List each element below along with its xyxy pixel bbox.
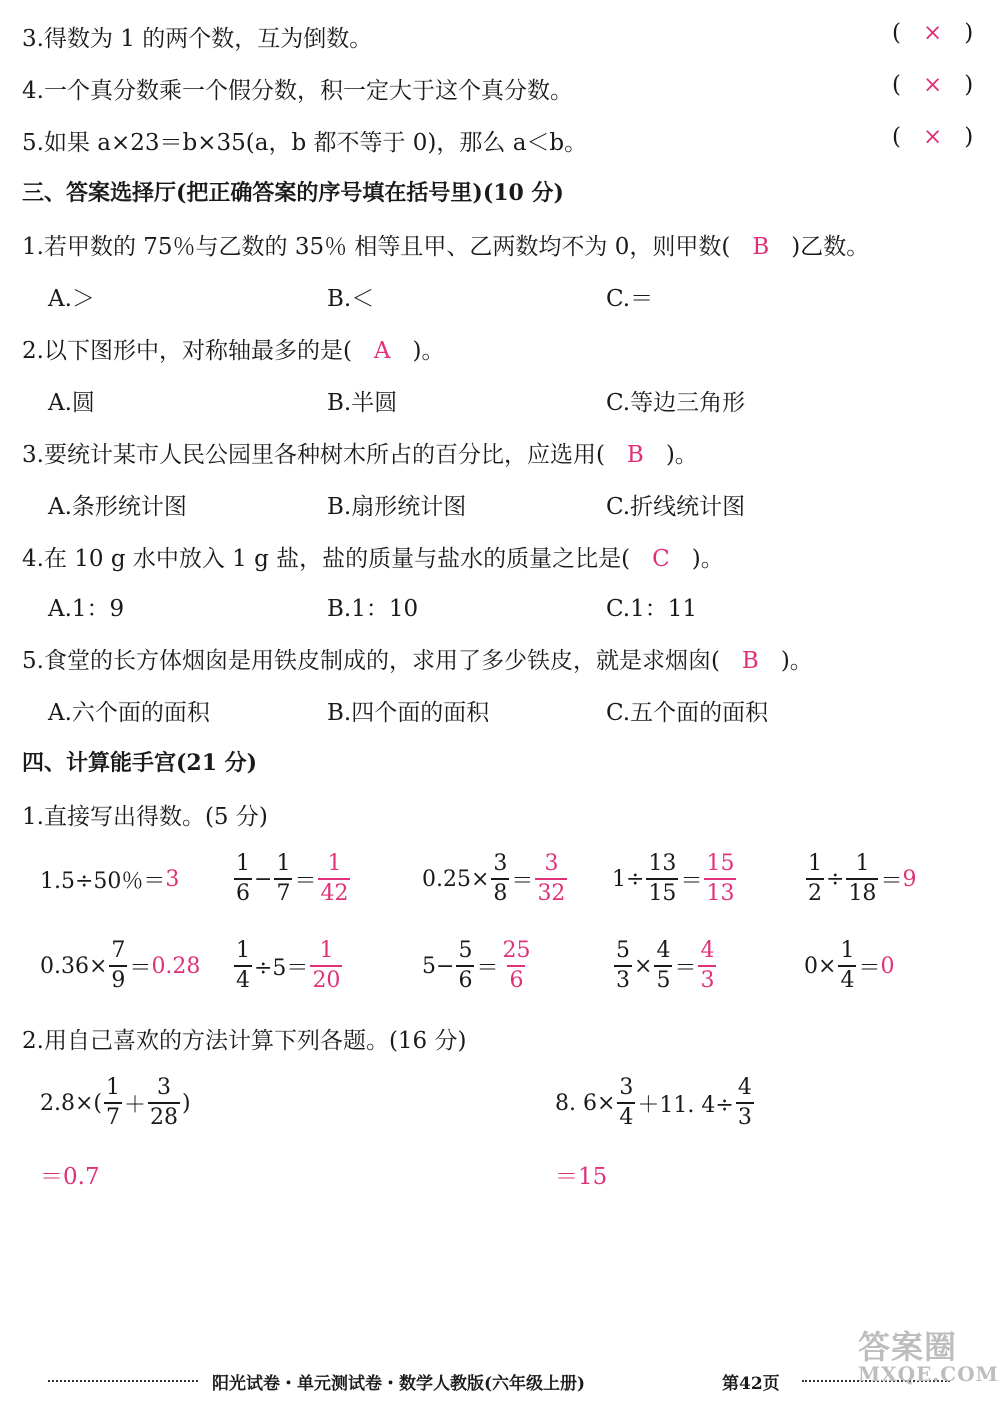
page-number: 第42页	[722, 1374, 780, 1394]
option-a: A.1：9	[48, 596, 125, 622]
watermark-logo: 答案圈	[858, 1328, 958, 1366]
option-a: A.圆	[48, 390, 95, 416]
calc-q2-title: 2.用自己喜欢的方法计算下列各题。(16 分)	[22, 1028, 467, 1054]
section-3-heading: 三、答案选择厅(把正确答案的序号填在括号里)(10 分)	[22, 180, 564, 206]
calc-answer: 9	[902, 866, 917, 892]
answer-cross-mark: ×	[922, 20, 943, 46]
calc-item: 5− $\frac{5}{6}$ ＝ $\frac{25}{6}$	[422, 938, 531, 993]
judge-item-4: 4.一个真分数乘一个假分数，积一定大于这个真分数。	[22, 78, 573, 104]
calc-answer: $\frac{3}{32}$	[537, 851, 566, 906]
option-b: B.扇形统计图	[327, 494, 467, 520]
choice-answer: B	[752, 234, 770, 260]
judge-answer-4: ( × )	[892, 72, 974, 98]
answer-cross-mark: ×	[922, 72, 943, 98]
option-c: C.等边三角形	[606, 390, 746, 416]
answer-cross-mark: ×	[922, 124, 943, 150]
calc-answer: $\frac{4}{3}$	[700, 938, 715, 993]
judge-answer-3: ( × )	[892, 20, 974, 46]
calc-item: $\frac{1}{4}$ ÷5＝ $\frac{1}{20}$	[236, 938, 341, 993]
calc-item: $\frac{1}{6}$ − $\frac{1}{7}$ ＝ $\frac{1}{42}$	[236, 851, 349, 906]
watermark-url: MXQE.COM	[858, 1362, 999, 1386]
calc-answer: $\frac{25}{6}$	[502, 938, 531, 993]
section-4-heading: 四、计算能手宫(21 分)	[22, 750, 258, 776]
judge-item-3: 3.得数为 1 的两个数，互为倒数。	[22, 26, 373, 52]
calc-item: 1÷ $\frac{13}{15}$ ＝ $\frac{15}{13}$	[612, 851, 735, 906]
choice-question-1: 1.若甲数的 75％与乙数的 35％ 相等且甲、乙两数均不为 0，则甲数( B )乙数。	[22, 234, 870, 260]
choice-question-4: 4.在 10 g 水中放入 1 g 盐，盐的质量与盐水的质量之比是( C )。	[22, 546, 724, 572]
footer-dotted-line-left	[48, 1380, 198, 1382]
option-c: C.折线统计图	[606, 494, 746, 520]
calc-answer: $\frac{1}{42}$	[320, 851, 349, 906]
calc-answer: 3	[165, 866, 180, 892]
option-c: C.1：11	[606, 596, 697, 622]
option-c: C.五个面的面积	[606, 700, 769, 726]
choice-answer: B	[626, 442, 644, 468]
choice-question-3: 3.要统计某市人民公园里各种树木所占的百分比，应选用( B )。	[22, 442, 698, 468]
calc-answer: 0	[880, 953, 895, 979]
choice-answer: A	[373, 338, 391, 364]
option-b: B.1：10	[327, 596, 419, 622]
option-c: C.＝	[606, 286, 654, 312]
calc-problem-2: 8. 6× $\frac{3}{4}$ ＋11. 4÷ $\frac{4}{3}$	[555, 1075, 752, 1130]
choice-answer: C	[652, 546, 670, 572]
option-a: A.＞	[48, 286, 95, 312]
calc-answer: $\frac{1}{20}$	[312, 938, 341, 993]
calc-problem-2-answer: ＝15	[555, 1164, 608, 1190]
calc-answer: $\frac{15}{13}$	[706, 851, 735, 906]
calc-item: 1.5÷50％＝ 3	[40, 866, 180, 894]
choice-answer: B	[741, 648, 759, 674]
option-a: A.六个面的面积	[48, 700, 210, 726]
option-b: B.＜	[327, 286, 375, 312]
judge-answer-5: ( × )	[892, 124, 974, 150]
option-a: A.条形统计图	[48, 494, 187, 520]
calc-item: 0× $\frac{1}{4}$ ＝ 0	[804, 938, 895, 993]
calc-item: 0.36× $\frac{7}{9}$ ＝ 0.28	[40, 938, 201, 993]
calc-item: $\frac{1}{2}$ ÷ $\frac{1}{18}$ ＝ 9	[808, 851, 917, 906]
option-b: B.半圆	[327, 390, 398, 416]
calc-answer: 0.28	[151, 953, 201, 979]
choice-question-5: 5.食堂的长方体烟囱是用铁皮制成的，求用了多少铁皮，就是求烟囱( B )。	[22, 648, 813, 674]
calc-q1-title: 1.直接写出得数。(5 分)	[22, 804, 268, 830]
calc-problem-1-answer: ＝0.7	[40, 1164, 100, 1190]
option-b: B.四个面的面积	[327, 700, 490, 726]
choice-question-2: 2.以下图形中，对称轴最多的是( A )。	[22, 338, 445, 364]
judge-item-5: 5.如果 a×23＝b×35(a，b 都不等于 0)，那么 a＜b。	[22, 130, 588, 156]
calc-problem-1: 2.8×( $\frac{1}{7}$ ＋ $\frac{3}{28}$ )	[40, 1075, 191, 1130]
footer-title: 阳光试卷・单元测试卷・数学人教版(六年级上册)	[212, 1374, 586, 1394]
calc-item: $\frac{5}{3}$ × $\frac{4}{5}$ ＝ $\frac{4}{3}$	[616, 938, 715, 993]
calc-item: 0.25× $\frac{3}{8}$ ＝ $\frac{3}{32}$	[422, 851, 566, 906]
